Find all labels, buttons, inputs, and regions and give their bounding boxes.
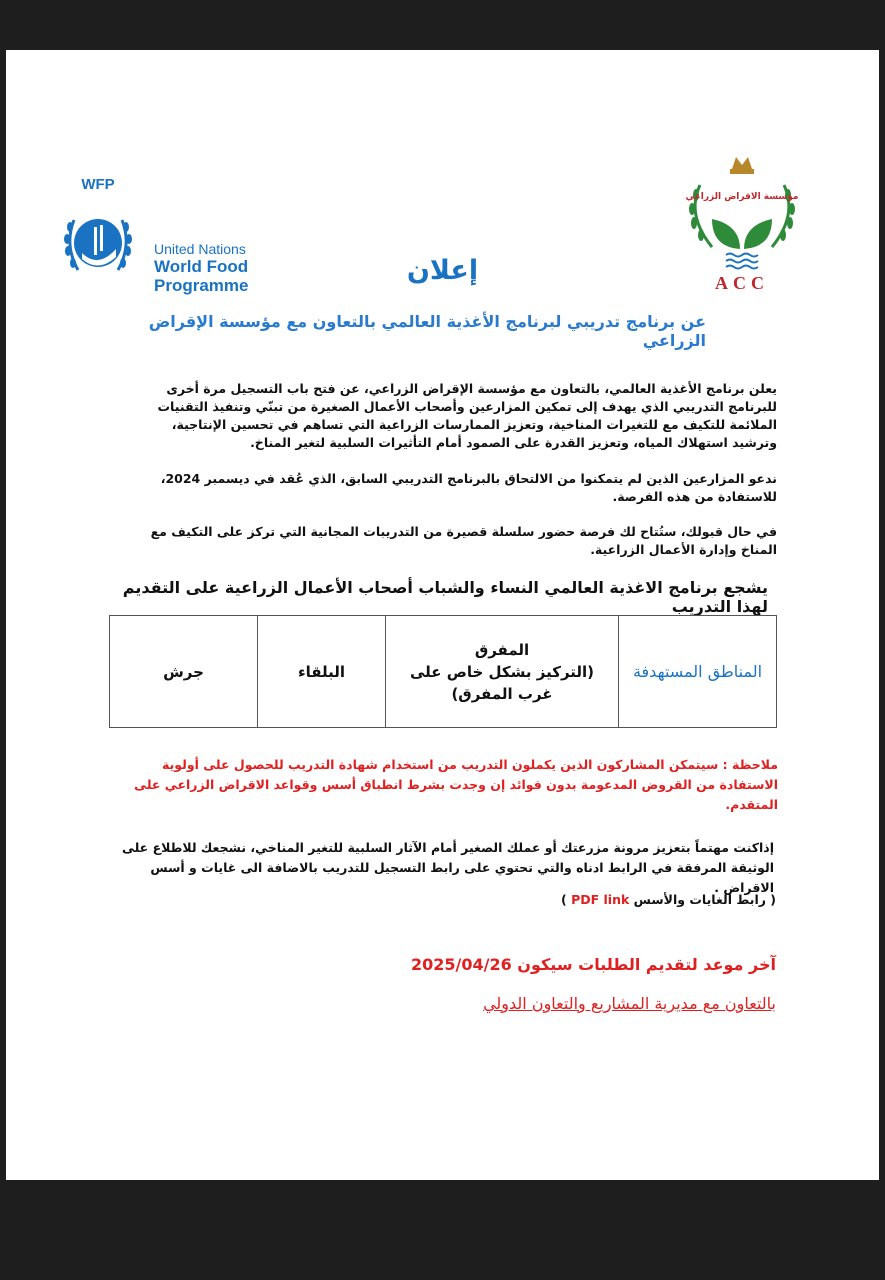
deadline-text: آخر موعد لتقديم الطلبات سيكون 2025/04/26 <box>410 955 776 974</box>
wfp-line-2: World Food <box>154 257 249 276</box>
collaboration-text: بالتعاون مع مديرية المشاريع والتعاون الدولي <box>483 994 776 1013</box>
regions-label: المناطق المستهدفة <box>619 616 777 728</box>
svg-text:WFP: WFP <box>81 176 115 193</box>
page-title: إعلان <box>406 255 479 286</box>
region-jerash: جرش <box>110 616 258 728</box>
wfp-line-3: Programme <box>154 276 249 295</box>
pdf-line-close: ) <box>561 892 567 907</box>
region-mafraq-name: المفرق <box>474 640 530 659</box>
wfp-line-1: United Nations <box>154 241 246 257</box>
pdf-link[interactable]: PDF link <box>571 892 630 907</box>
acc-abbreviation: ACC <box>715 273 769 293</box>
note-paragraph: ملاحظة : سيتمكن المشاركون الذين يكملون التدريب من استخدام شهادة التدريب للحصول على أولوية الاستفادة من القروض المدعومة بدون فوائد إن وجدت بشرط انطباق أسس وقواعد الاقراض الزراعي على المتقدم. <box>134 757 778 812</box>
svg-text:مؤسسة الاقراض الزراعي: مؤسسة الاقراض الزراعي <box>685 192 799 202</box>
page-subtitle: عن برنامج تدريبي لبرنامج الأغذية العالمي بالتعاون مع مؤسسة الإقراض الزراعي <box>148 312 706 350</box>
table-row <box>110 616 777 728</box>
wfp-emblem-icon <box>60 175 156 321</box>
invitation-paragraph: ندعو المزارعين الذين لم يتمكنوا من الالتحاق بالبرنامج التدريبي السابق، الذي عُقد في ديسمبر 2024، للاستفادة من هذه الفرصة. <box>160 471 777 504</box>
region-mafraq-note: (التركيز بشكل خاص على غرب المفرق) <box>409 662 595 703</box>
pdf-link-line <box>406 892 776 907</box>
announcement-page <box>6 50 879 1180</box>
region-balqa: البلقاء <box>258 616 386 728</box>
acceptance-paragraph: في حال قبولك، ستُتاح لك فرصة حضور سلسلة قصيرة من التدريبات المجانية التي تركز على التكيف مع المناخ وإدارة الأعمال الزراعية. <box>150 524 777 557</box>
wfp-logo <box>60 175 270 325</box>
target-regions-table <box>109 615 777 728</box>
pdf-line-open: ( رابط الغايات والأسس <box>633 892 776 907</box>
interest-paragraph: إذاكنت مهتماً بتعزيز مرونة مزرعتك أو عملك الصغير أمام الآثار السلبية للتغير المناخي، نشجعك للاطلاع على الوثيقة المرفقة في الرابط ادناه والتي تحتوي على رابط التسجيل للتدريب بالاضافة الى غايات و أسس الاقراض . <box>121 840 774 895</box>
encouragement-heading: يشجع برنامج الاغذية العالمي النساء والشباب أصحاب الأعمال الزراعية على التقديم لهذا التدريب <box>122 578 768 616</box>
region-mafraq <box>386 616 619 728</box>
intro-paragraph: يعلن برنامج الأغذية العالمي، بالتعاون مع مؤسسة الإقراض الزراعي، عن فتح باب التسجيل مرة أخرى للبرنامج التدريبي الذي يهدف إلى تمكين المزارعين وأصحاب الأعمال الصغيرة من تبنّي وتنفيذ التقنيات الملائمة للتكيف مع للتغيرات المناخية، وتعزيز الممارسات الزراعية التي تساهم في تحسين الإنتاجية، وترشيد استهلاك المياه، وتعزيز القدرة على الصمود أمام التأثيرات السلبية لتغير المناخ. <box>157 381 777 450</box>
